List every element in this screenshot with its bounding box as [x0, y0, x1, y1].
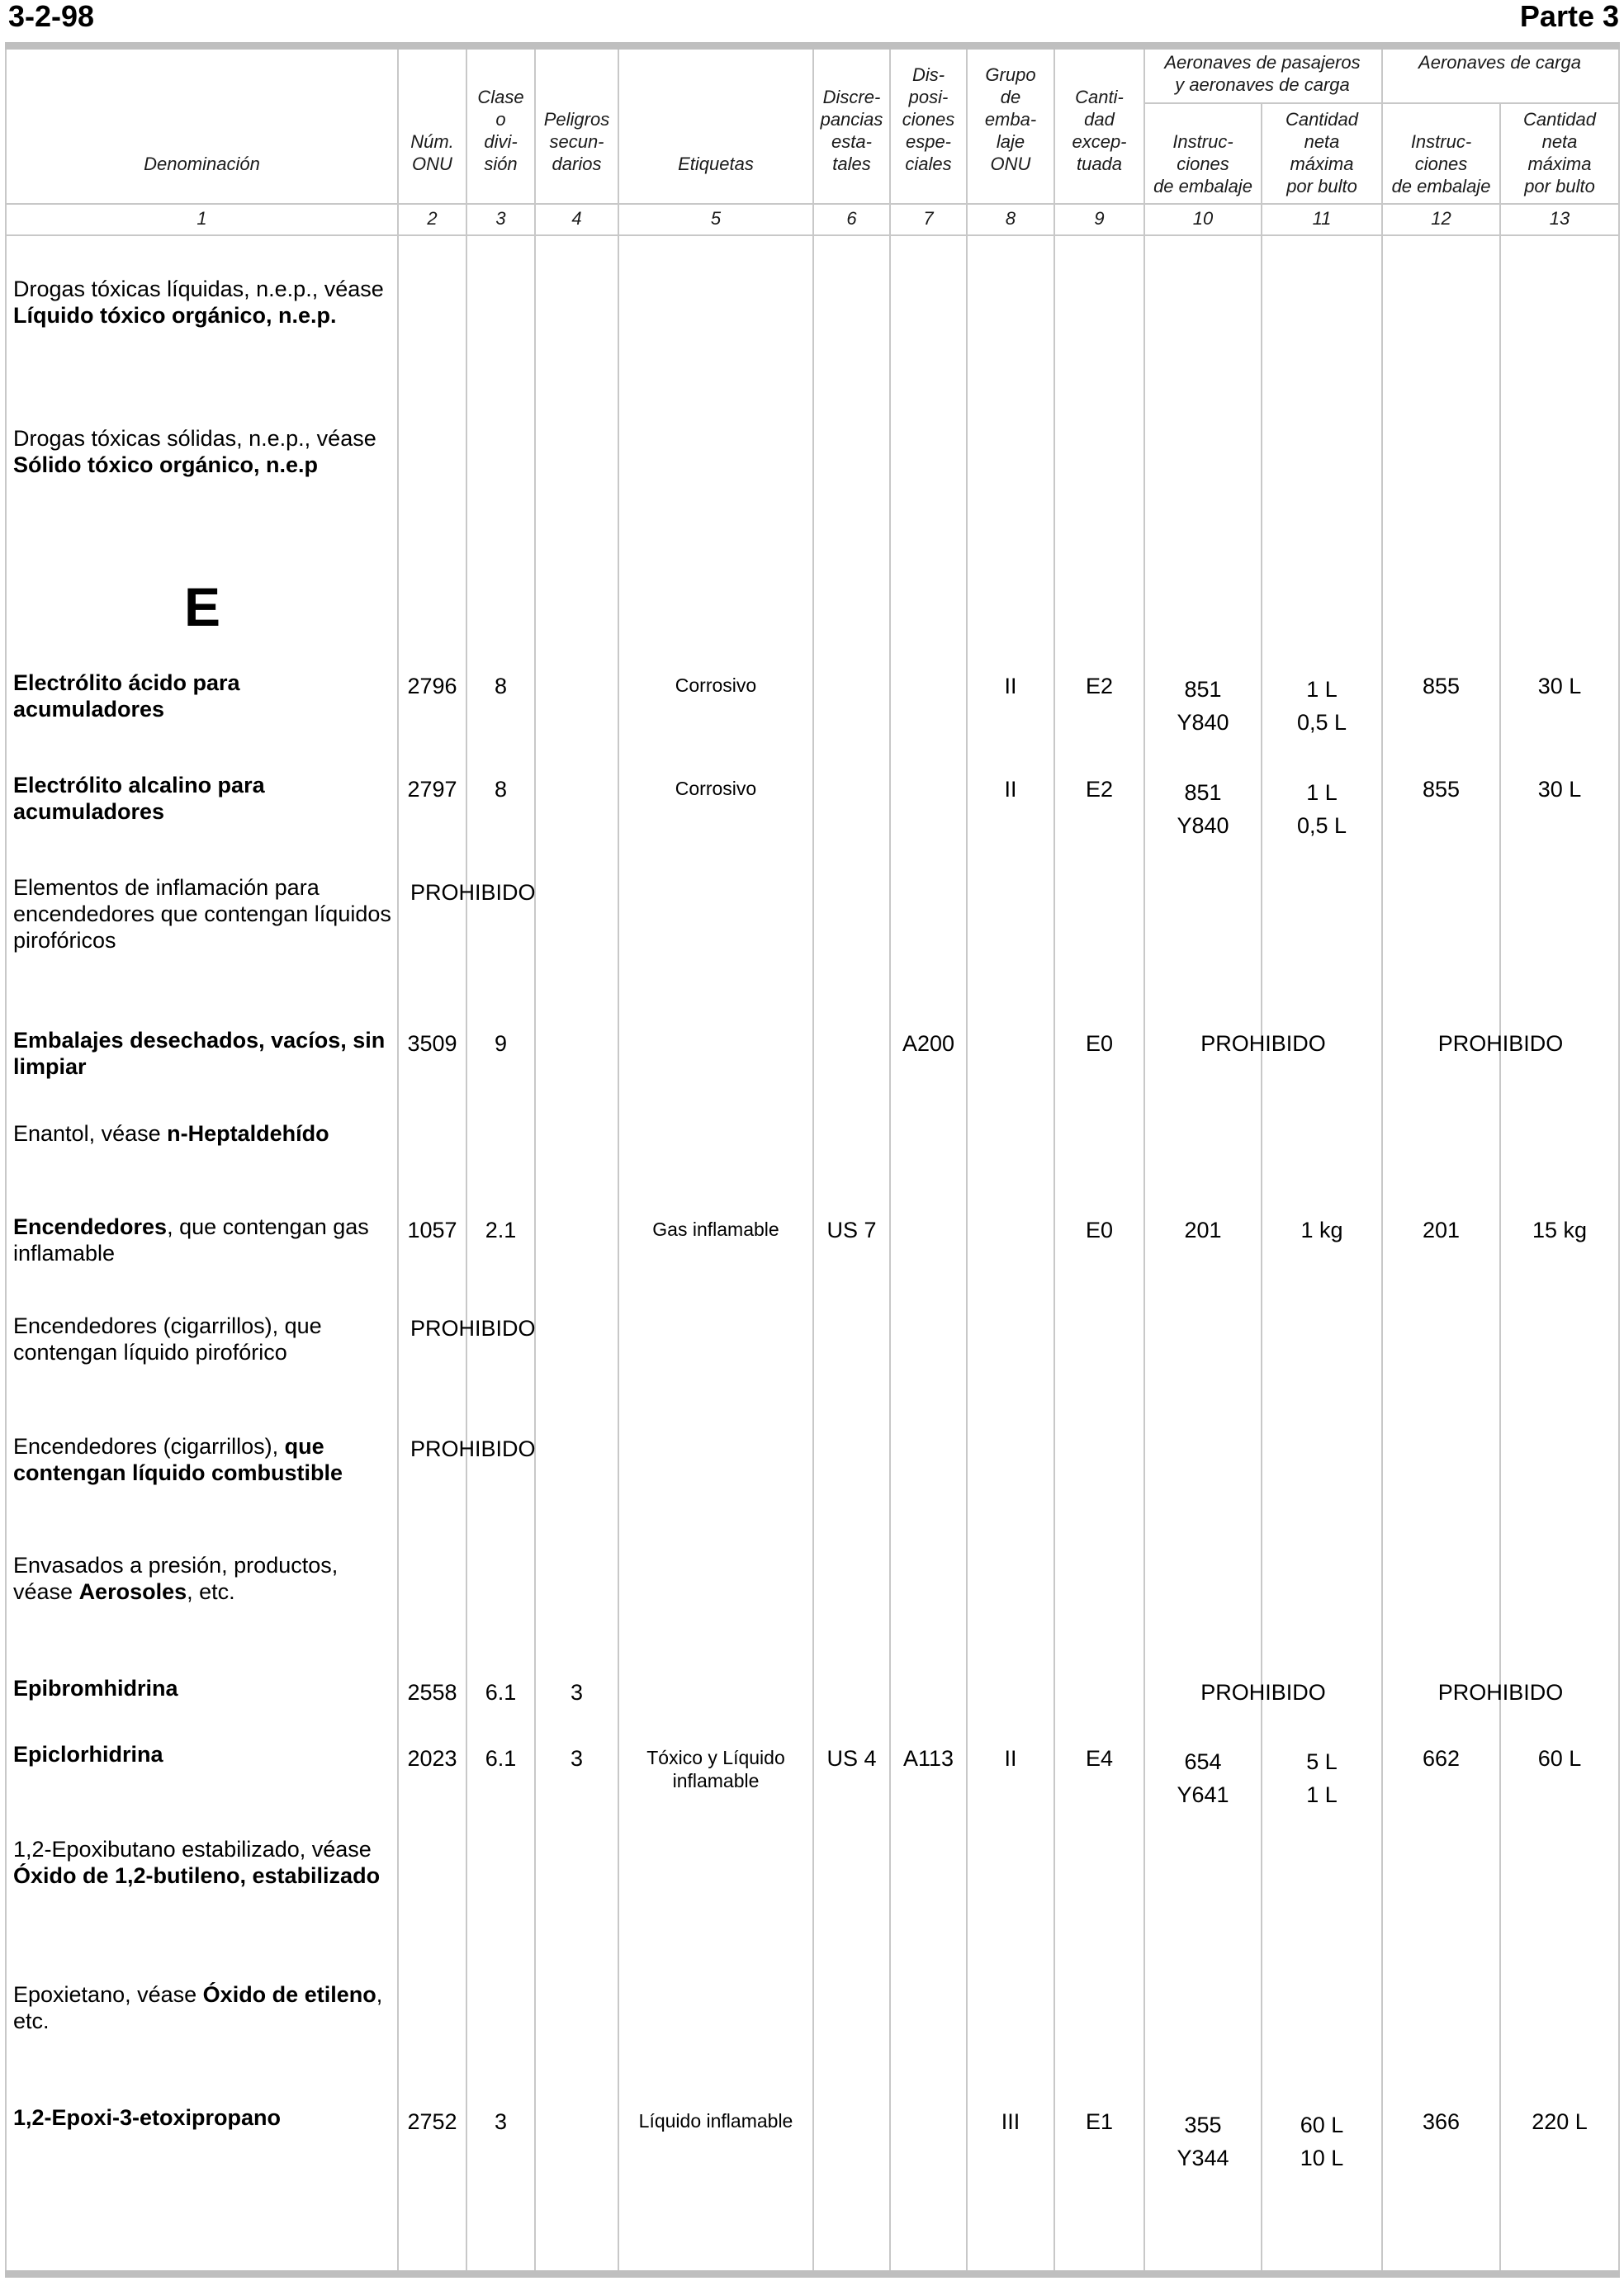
un-number: 1057	[407, 1218, 457, 1242]
column-number: 4	[571, 208, 582, 229]
label-text: Corrosivo	[675, 674, 757, 696]
hazard-class: 9	[494, 1031, 508, 1056]
entry-text: Epoxietano, véase	[13, 1982, 203, 2007]
cargo-max-quantity: 30 L	[1537, 777, 1582, 802]
cargo-max-quantity: 30 L	[1537, 674, 1582, 698]
un-number: 2796	[407, 674, 457, 698]
entry-encendedores-piroforico: Encendedores (cigarrillos), que contengan líquido pirofórico	[13, 1313, 322, 1365]
header-pax-instrucciones: Instruc- ciones de embalaje	[1153, 131, 1252, 196]
cargo-packing-instruction: 201	[1422, 1218, 1461, 1242]
cross-reference: Líquido tóxico orgánico, n.e.p.	[13, 303, 337, 328]
header-group-cargo: Aeronaves de carga	[1418, 52, 1581, 73]
hazard-class: 2.1	[485, 1218, 517, 1242]
excepted-quantity: E0	[1085, 1218, 1114, 1242]
packing-group: II	[1004, 674, 1017, 698]
pax-packing-instruction: 654 Y641	[1177, 1749, 1229, 1807]
state-variation: US 4	[826, 1746, 877, 1771]
subsidiary-hazard: 3	[570, 1746, 584, 1771]
pax-packing-instruction: 355 Y344	[1177, 2113, 1229, 2170]
hazard-class: 6.1	[485, 1746, 517, 1771]
pax-prohibited-text: PROHIBIDO	[1200, 1031, 1326, 1056]
header-cargo-instrucciones: Instruc- ciones de embalaje	[1391, 131, 1491, 196]
page-part: Parte 3	[1519, 0, 1619, 33]
pax-prohibited-text: PROHIBIDO	[1200, 1680, 1326, 1705]
cross-reference: Sólido tóxico orgánico, n.e.p	[13, 452, 319, 477]
top-rule	[5, 42, 1620, 50]
page-date: 3-2-98	[8, 0, 95, 33]
entry-encendedores-combustible	[13, 1433, 393, 1486]
cargo-prohibited-text: PROHIBIDO	[1437, 1680, 1564, 1705]
column-number: 9	[1094, 208, 1105, 229]
cargo-packing-instruction: 855	[1422, 674, 1461, 698]
header-pax-cantidad: Cantidad neta máxima por bulto	[1285, 109, 1359, 196]
column-number: 1	[196, 208, 207, 229]
entry-drogas-liquidas	[13, 276, 393, 329]
entry-envasados	[13, 1552, 393, 1605]
hazard-class: 3	[494, 2109, 508, 2134]
packing-group: II	[1004, 1746, 1017, 1771]
entry-bold-text: que contengan líquido combustible	[13, 1434, 343, 1485]
pax-max-quantity: 1 L 0,5 L	[1296, 677, 1347, 735]
entry-epoxi-etoxipropano: 1,2-Epoxi-3-etoxipropano	[13, 2105, 282, 2130]
cross-reference: Óxido de etileno	[202, 1982, 376, 2007]
hazard-class: 8	[494, 674, 508, 698]
entry-electrolito-acido: Electrólito ácido para acumuladores	[13, 670, 240, 722]
pax-packing-instruction: 201	[1184, 1218, 1222, 1242]
header-etiquetas: Etiquetas	[678, 154, 754, 174]
cargo-max-quantity: 60 L	[1537, 1746, 1582, 1771]
entry-text: , etc.	[187, 1579, 235, 1604]
subsidiary-hazard: 3	[570, 1680, 584, 1705]
hazard-class: 6.1	[485, 1680, 517, 1705]
cargo-packing-instruction: 855	[1422, 777, 1461, 802]
excepted-quantity: E0	[1085, 1031, 1114, 1056]
entry-electrolito-alcalino: Electrólito alcalino para acumuladores	[13, 773, 265, 824]
entry-text: 1,2-Epoxibutano estabilizado, véase	[13, 1837, 372, 1862]
packing-group: II	[1004, 777, 1017, 802]
header-peligros: Peligros secun- darios	[543, 109, 610, 174]
state-variation: US 7	[826, 1218, 877, 1242]
header-cargo-cantidad: Cantidad neta máxima por bulto	[1522, 109, 1597, 196]
entry-epoxibutano	[13, 1836, 393, 1889]
entry-elementos-inflamacion: Elementos de inflamación para encendedores que contengan líquidos pirofóricos	[13, 875, 391, 953]
label-text: Corrosivo	[675, 778, 757, 799]
column-number: 8	[1005, 208, 1016, 229]
hazard-class: 8	[494, 777, 508, 802]
header-discrepancias: Discre- pancias esta- tales	[820, 87, 883, 174]
entry-text: Drogas tóxicas líquidas, n.e.p., véase	[13, 277, 384, 301]
header-group-passenger: Aeronaves de pasajeros y aeronaves de carga	[1164, 52, 1361, 95]
column-number: 5	[710, 208, 722, 229]
header-denominacion: Denominación	[144, 154, 260, 174]
entry-text: , etc.	[13, 1982, 383, 2033]
entry-epiclorhidrina: Epiclorhidrina	[13, 1742, 163, 1767]
excepted-quantity: E4	[1085, 1746, 1114, 1771]
column-number: 11	[1312, 208, 1332, 229]
label-text: Gas inflamable	[652, 1219, 779, 1240]
column-number: 2	[427, 208, 438, 229]
excepted-quantity: E2	[1085, 674, 1114, 698]
cargo-max-quantity: 220 L	[1532, 2109, 1588, 2134]
pax-packing-instruction: 851 Y840	[1177, 780, 1229, 838]
column-number: 13	[1549, 208, 1570, 229]
excepted-quantity: E1	[1085, 2109, 1114, 2134]
cargo-max-quantity: 15 kg	[1532, 1218, 1588, 1242]
pax-max-quantity: 1 kg	[1300, 1218, 1343, 1242]
pax-max-quantity: 5 L 1 L	[1306, 1749, 1338, 1807]
entry-text: , que contengan gas inflamable	[13, 1214, 369, 1266]
entry-drogas-solidas	[13, 425, 393, 478]
column-number: 12	[1431, 208, 1451, 229]
un-number: 2797	[407, 777, 457, 802]
header-disposiciones: Dis- posi- ciones espe- ciales	[902, 64, 955, 174]
packing-group: III	[1001, 2109, 1020, 2134]
column-number: 6	[846, 208, 857, 229]
excepted-quantity: E2	[1085, 777, 1114, 802]
un-number: 2558	[407, 1680, 457, 1705]
un-number: 2752	[407, 2109, 457, 2134]
entry-text: Enantol, véase	[13, 1121, 168, 1146]
entry-enantol	[13, 1120, 393, 1147]
column-number: 10	[1192, 208, 1214, 229]
cargo-packing-instruction: 662	[1422, 1746, 1461, 1771]
cross-reference: Aerosoles	[78, 1579, 187, 1604]
cargo-prohibited-text: PROHIBIDO	[1437, 1031, 1564, 1056]
entry-encendedores	[13, 1214, 393, 1266]
label-text: Líquido inflamable	[638, 2110, 793, 2132]
pax-max-quantity: 1 L 0,5 L	[1296, 780, 1347, 838]
entry-text: Encendedores (cigarrillos),	[13, 1434, 285, 1459]
column-number: 3	[495, 208, 506, 229]
prohibited-text: PROHIBIDO	[410, 880, 536, 905]
section-letter: E	[184, 576, 221, 637]
pax-max-quantity: 60 L 10 L	[1300, 2113, 1344, 2170]
header-grupo-embalaje: Grupo de emba- laje ONU	[984, 64, 1037, 174]
entry-text: Drogas tóxicas sólidas, n.e.p., véase	[13, 426, 376, 451]
entry-embalajes-desechados: Embalajes desechados, vacíos, sin limpiar	[13, 1028, 386, 1079]
label-text: Tóxico y Líquido inflamable	[646, 1747, 785, 1791]
header-num-onu: Núm. ONU	[410, 131, 454, 174]
column-number: 7	[923, 208, 934, 229]
entry-text: Envasados a presión, productos, véase	[13, 1553, 339, 1604]
un-number: 2023	[407, 1746, 457, 1771]
pax-packing-instruction: 851 Y840	[1177, 677, 1229, 735]
entry-epibromhidrina: Epibromhidrina	[13, 1676, 178, 1701]
un-number: 3509	[407, 1031, 457, 1056]
special-provision: A200	[902, 1031, 955, 1056]
cargo-packing-instruction: 366	[1422, 2109, 1461, 2134]
entry-epoxietano	[13, 1981, 393, 2034]
cross-reference: Óxido de 1,2-butileno, estabilizado	[13, 1863, 381, 1888]
bottom-rule	[5, 2270, 1620, 2278]
prohibited-text: PROHIBIDO	[410, 1316, 536, 1341]
prohibited-text: PROHIBIDO	[410, 1436, 536, 1461]
header-clase: Clase o divi- sión	[477, 87, 524, 174]
special-provision: A113	[902, 1746, 954, 1771]
cross-reference: n-Heptaldehído	[167, 1121, 329, 1146]
entry-bold-text: Encendedores	[13, 1214, 168, 1239]
header-cantidad-exceptuada: Canti- dad excep- tuada	[1072, 87, 1127, 174]
